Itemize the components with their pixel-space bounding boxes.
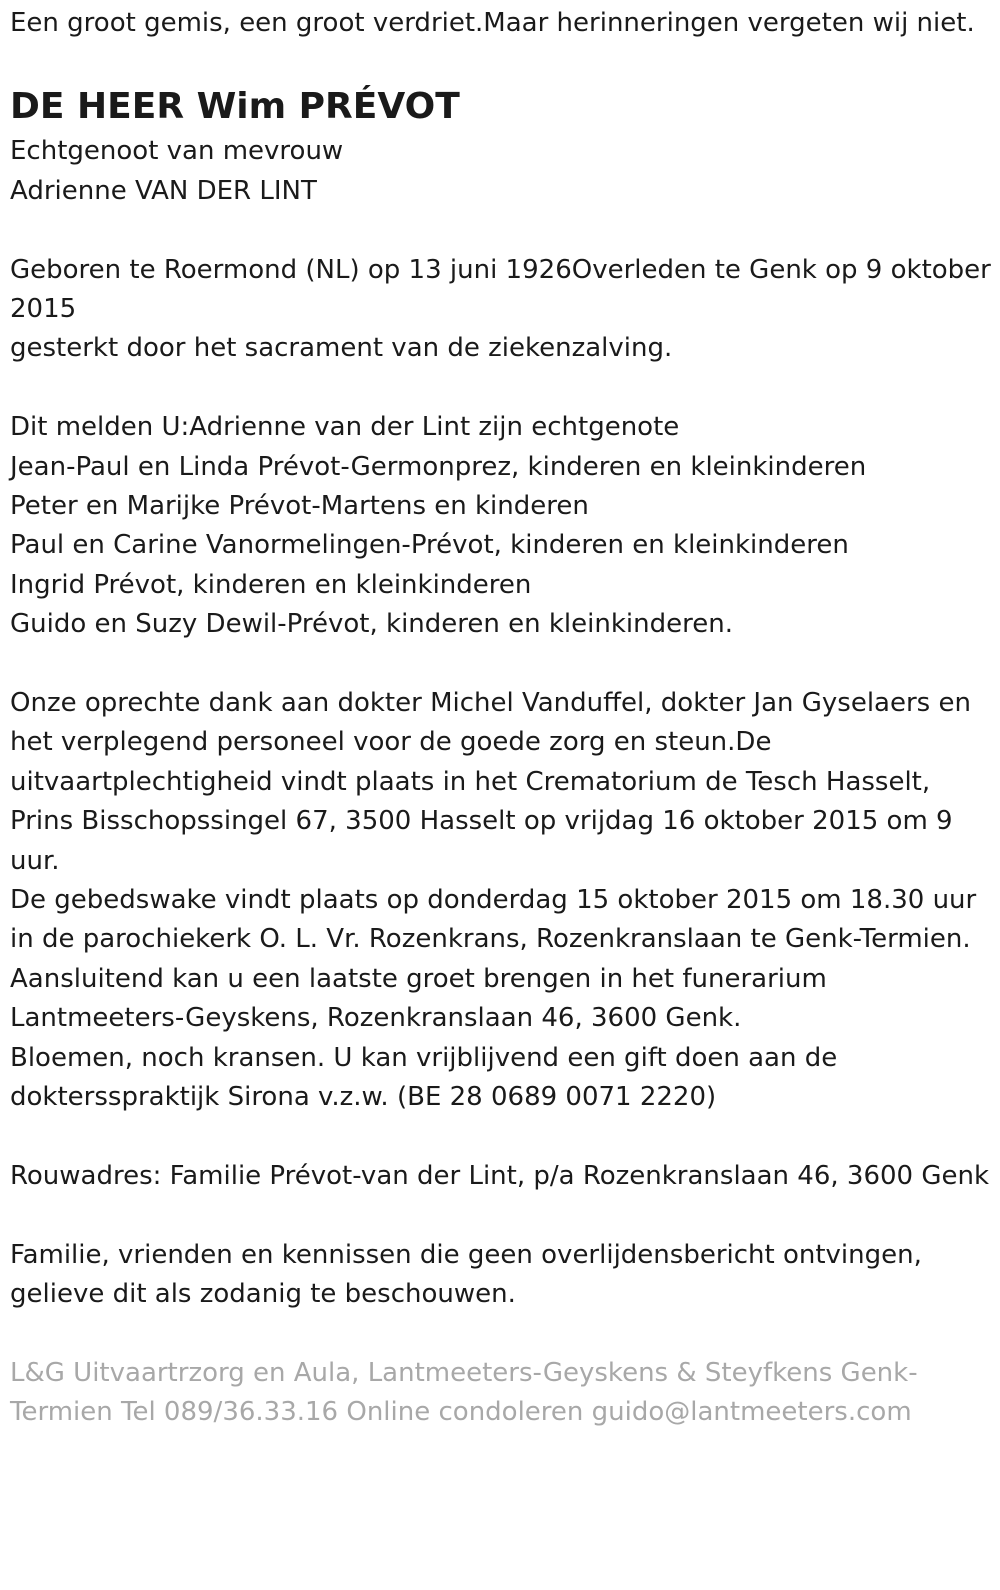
intro-text: Een groot gemis, een groot verdriet.Maar herinneringen vergeten wij niet. bbox=[10, 8, 975, 38]
spouse-line-2: Adrienne VAN DER LINT bbox=[10, 175, 317, 206]
spacer bbox=[10, 1118, 1000, 1157]
announcer-line: Jean-Paul en Linda Prévot-Germonprez, kinderen en kleinkinderen bbox=[10, 451, 867, 482]
announcer-line: Ingrid Prévot, kinderen en kleinkinderen bbox=[10, 569, 532, 600]
spacer bbox=[10, 1315, 1000, 1354]
announcer-line: Paul en Carine Vanormelingen-Prévot, kinderen en kleinkinderen bbox=[10, 530, 849, 561]
announcers-list bbox=[10, 408, 1000, 644]
thanks-ceremony-text: Onze oprechte dank aan dokter Michel Vanduffel, dokter Jan Gyselaers en het verplegend personeel voor de goede zorg en steun.De uitvaartplechtigheid vindt plaats in het Crematorium de Tesch Hasselt, Prins Bisschopssingel 67, 3500 Hasselt op vrijdag 16 oktober 2015 om 9 uur. bbox=[10, 688, 971, 876]
notice-text: Familie, vrienden en kennissen die geen overlijdensbericht ontvingen, gelieve dit als zodanig te beschouwen. bbox=[10, 1239, 922, 1310]
spacer bbox=[10, 369, 1000, 408]
announcer-line: Peter en Marijke Prévot-Martens en kinderen bbox=[10, 491, 589, 522]
announcer-line: Dit melden U:Adrienne van der Lint zijn echtgenote bbox=[10, 412, 680, 443]
spouse-line-1: Echtgenoot van mevrouw bbox=[10, 136, 344, 167]
sacrament-text: gesterkt door het sacrament van de ziekenzalving. bbox=[10, 333, 673, 364]
announcer-line: Guido en Suzy Dewil-Prévot, kinderen en kleinkinderen. bbox=[10, 609, 733, 640]
deceased-name: DE HEER Wim PRÉVOT bbox=[10, 86, 460, 128]
farewell-text: Aansluitend kan u een laatste groet brengen in het funerarium Lantmeeters-Geyskens, Rozenkranslaan 46, 3600 Genk. bbox=[10, 963, 827, 1034]
spouse-block bbox=[10, 132, 1000, 211]
flowers-text: Bloemen, noch kransen. U kan vrijblijvend een gift doen aan de doktersspraktijk Sirona v.z.w. (BE 28 0689 0071 2220) bbox=[10, 1042, 838, 1113]
birth-death-text: Geboren te Roermond (NL) op 13 juni 1926Overleden te Genk op 9 oktober 2015 bbox=[10, 254, 991, 325]
wake-text: De gebedswake vindt plaats op donderdag 15 oktober 2015 om 18.30 uur in de parochiekerk O. L. Vr. Rozenkrans, Rozenkranslaan te Genk-Termien. bbox=[10, 885, 977, 955]
funeral-home-footer: L&G Uitvaartrzorg en Aula, Lantmeeters-Geyskens & Steyfkens Genk-Termien Tel 089/36.33.16 Online condoleren guido@lantmeeters.com bbox=[10, 1357, 918, 1428]
mourning-address: Rouwadres: Familie Prévot-van der Lint, p/a Rozenkranslaan 46, 3600 Genk bbox=[10, 1160, 990, 1191]
spacer bbox=[10, 645, 1000, 684]
spacer bbox=[10, 211, 1000, 250]
spacer bbox=[10, 1196, 1000, 1235]
